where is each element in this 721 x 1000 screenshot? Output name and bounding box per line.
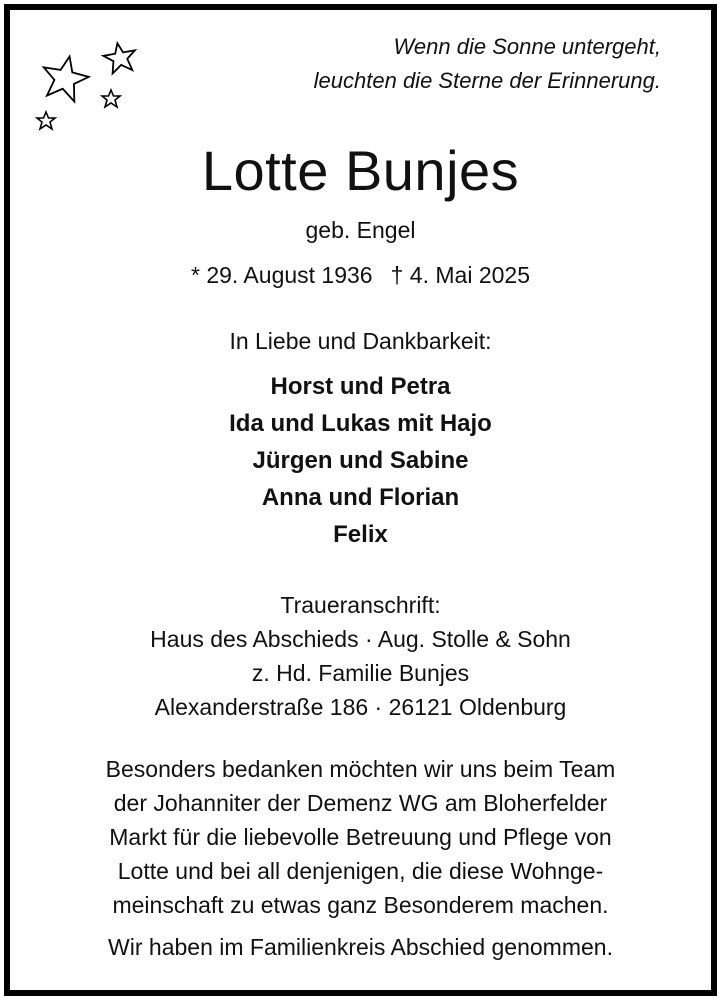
address-line: Alexanderstraße 186 · 26121 Oldenburg	[154, 694, 567, 720]
star-small-icon	[37, 112, 55, 129]
thanks-line: Lotte und bei all denjenigen, die diese Wohnge-	[117, 858, 604, 884]
star-medium-icon	[102, 40, 139, 74]
mourner-name: Ida und Lukas mit Hajo	[229, 410, 492, 437]
motto-line: Wenn die Sonne untergeht,	[393, 34, 661, 59]
death-date: † 4. Mai 2025	[390, 262, 530, 288]
thanks-line: Besonders bedanken möchten wir uns beim Team	[105, 756, 616, 782]
stars-icon	[30, 38, 150, 138]
motto-line: leuchten die Sterne der Erinnerung.	[313, 68, 661, 93]
address-line: z. Hd. Familie Bunjes	[251, 660, 470, 686]
birth-date: * 29. August 1936	[191, 262, 373, 288]
thanks-line: der Johanniter der Demenz WG am Bloherfelder	[113, 790, 608, 816]
birth-name: geb. Engel	[305, 217, 416, 243]
deceased-name: Lotte Bunjes	[201, 139, 520, 202]
address-line: Haus des Abschieds · Aug. Stolle & Sohn	[150, 626, 571, 652]
mourner-name: Anna und Florian	[261, 484, 460, 511]
mourner-name: Felix	[333, 521, 388, 548]
life-dates	[0, 260, 721, 290]
mourners-list	[0, 368, 721, 553]
thanks-paragraph	[50, 752, 671, 922]
star-small-icon	[102, 90, 120, 107]
thanks-line: meinschaft zu etwas ganz Besonderem machen.	[112, 892, 609, 918]
star-large-icon	[38, 52, 92, 104]
mourner-name: Horst und Petra	[270, 373, 451, 400]
mourning-address	[0, 588, 721, 724]
thanks-line: Markt für die liebevolle Betreuung und Pflege von	[109, 824, 612, 850]
closing-note: Wir haben im Familienkreis Abschied genommen.	[108, 934, 613, 960]
mourners-intro: In Liebe und Dankbarkeit:	[229, 328, 492, 354]
motto-quote	[314, 30, 661, 98]
address-heading: Traueranschrift:	[280, 592, 441, 618]
mourner-name: Jürgen und Sabine	[252, 447, 469, 474]
